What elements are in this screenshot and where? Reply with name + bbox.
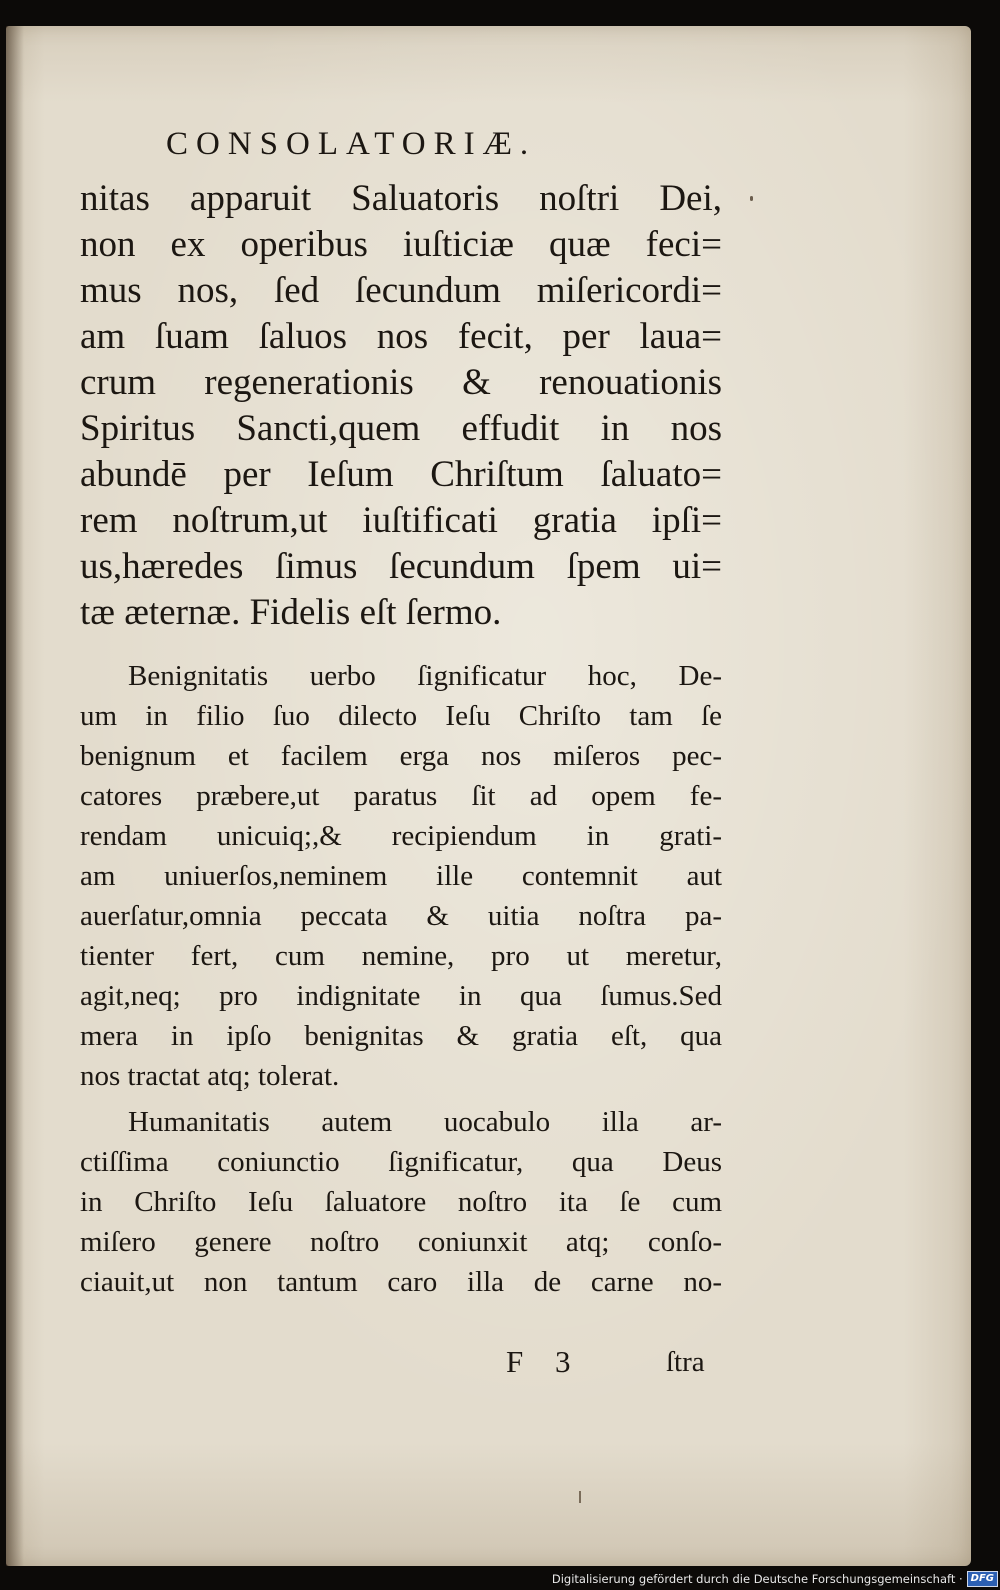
paragraph-line: nos tractat atq; tolerat. <box>80 1060 340 1092</box>
paragraph-line: catores præbere,ut paratus ſit ad opem fe- <box>80 780 722 812</box>
paragraph-line: tienter fert, cum nemine, pro ut meretur, <box>80 940 722 972</box>
paragraph-line: Benignitatis uerbo ſignificatur hoc, De- <box>128 660 722 692</box>
text-line: nitas apparuit Saluatoris noſtri Dei, <box>80 178 722 219</box>
dfg-logo: DFG <box>967 1571 998 1587</box>
text-line: Spiritus Sancti,quem effudit in nos <box>80 408 722 449</box>
book-page <box>6 26 971 1566</box>
paragraph-line: miſero genere noſtro coniunxit atq; conſo- <box>80 1226 722 1258</box>
text-line: tæ æternæ. Fidelis eſt ſermo. <box>80 592 502 633</box>
text-line: non ex operibus iuſticiæ quæ feci= <box>80 224 722 265</box>
paragraph-line: in Chriſto Ieſu ſaluatore noſtro ita ſe cum <box>80 1186 722 1218</box>
funding-footer <box>552 1568 1000 1590</box>
text-line: am ſuam ſaluos nos fecit, per laua= <box>80 316 722 357</box>
text-line: us,hæredes ſimus ſecundum ſpem ui= <box>80 546 722 587</box>
ink-speck <box>579 1491 581 1503</box>
paragraph-line: rendam unicuiq;,& recipiendum in grati- <box>80 820 722 852</box>
paragraph-line: ciauit,ut non tantum caro illa de carne no- <box>80 1266 722 1298</box>
signature-mark: F 3 <box>506 1344 583 1379</box>
ink-speck <box>750 196 753 201</box>
paragraph-line: mera in ipſo benignitas & gratia eſt, qua <box>80 1020 722 1052</box>
funding-credit-text: Digitalisierung gefördert durch die Deutsche Forschungsgemeinschaft · <box>551 1572 963 1586</box>
paragraph-line: Humanitatis autem uocabulo illa ar- <box>128 1106 722 1138</box>
text-line: mus nos, ſed ſecundum miſericordi= <box>80 270 722 311</box>
paragraph-line: agit,neq; pro indignitate in qua ſumus.Sed <box>80 980 722 1012</box>
catchword: ſtra <box>666 1346 705 1378</box>
text-line: crum regenerationis & renouationis <box>80 362 722 403</box>
paragraph-line: ctiſſima coniunctio ſignificatur, qua Deus <box>80 1146 722 1178</box>
running-head: CONSOLATORIÆ. <box>166 126 537 162</box>
paragraph-line: um in filio ſuo dilecto Ieſu Chriſto tam ſe <box>80 700 722 732</box>
text-line: abundē per Ieſum Chriſtum ſaluato= <box>80 454 722 495</box>
paragraph-line: am uniuerſos,neminem ille contemnit aut <box>80 860 722 892</box>
text-line: rem noſtrum,ut iuſtificati gratia ipſi= <box>80 500 722 541</box>
paragraph-line: auerſatur,omnia peccata & uitia noſtra pa- <box>80 900 722 932</box>
paragraph-line: benignum et facilem erga nos miſeros pec- <box>80 740 722 772</box>
